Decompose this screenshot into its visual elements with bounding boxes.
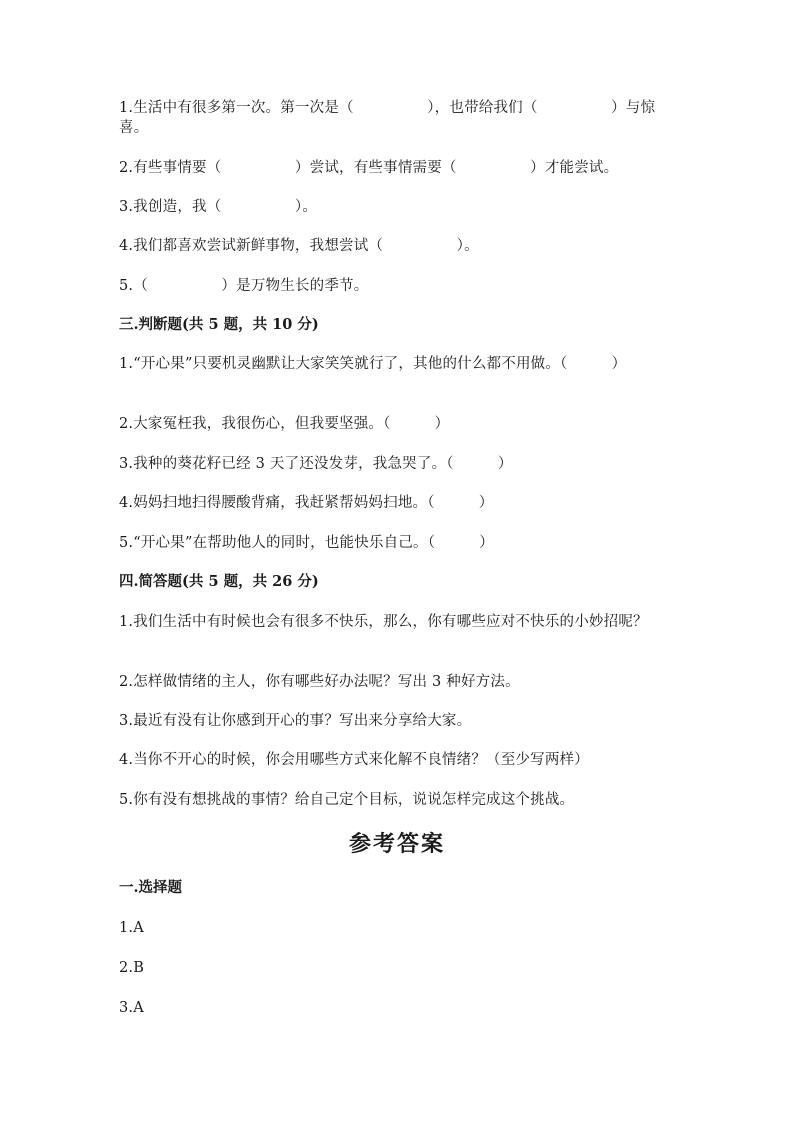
section-heading-short-answer: 四.简答题(共 5 题，共 26 分) [119, 573, 319, 590]
fill-blank-5: 5.（ ）是万物生长的季节。 [119, 278, 369, 294]
judgement-item-3: 3.我种的葵花籽已经 3 天了还没发芽，我急哭了。（ ） [119, 456, 513, 472]
answers-section-heading: 一.选择题 [119, 879, 183, 896]
short-answer-item-2: 2.怎样做情绪的主人，你有哪些好办法呢？写出 3 种好方法。 [119, 674, 520, 690]
short-answer-item-4: 4.当你不开心的时候，你会用哪些方式来化解不良情绪？（至少写两样） [119, 752, 589, 768]
fill-blank-3: 3.我创造，我（ ）。 [119, 199, 318, 215]
fill-blank-2: 2.有些事情要（ ）尝试，有些事情需要（ ）才能尝试。 [119, 160, 619, 176]
answer-item-3: 3.A [119, 1000, 144, 1016]
judgement-item-4: 4.妈妈扫地扫得腰酸背痛，我赶紧帮妈妈扫地。（ ） [119, 495, 494, 511]
judgement-item-2: 2.大家冤枉我，我很伤心，但我要坚强。（ ） [119, 416, 450, 432]
short-answer-item-3: 3.最近有没有让你感到开心的事？写出来分享给大家。 [119, 713, 472, 729]
section-heading-judgement: 三.判断题(共 5 题，共 10 分) [119, 316, 319, 333]
answer-item-2: 2.B [119, 960, 145, 976]
fill-blank-4: 4.我们都喜欢尝试新鲜事物，我想尝试（ ）。 [119, 238, 479, 254]
fill-blank-1: 1.生活中有很多第一次。第一次是（ ），也带给我们（ ）与惊喜。 [119, 100, 656, 136]
short-answer-item-5: 5.你有没有想挑战的事情？给自己定个目标，说说怎样完成这个挑战。 [119, 792, 575, 808]
judgement-item-1: 1.“开心果”只要机灵幽默让大家笑笑就行了，其他的什么都不用做。（ ） [119, 356, 627, 372]
answers-title: 参考答案 [348, 831, 445, 857]
answer-item-1: 1.A [119, 920, 144, 936]
judgement-item-5: 5.“开心果”在帮助他人的同时，也能快乐自己。（ ） [119, 535, 495, 551]
short-answer-item-1: 1.我们生活中有时候也会有很多不快乐，那么，你有哪些应对不快乐的小妙招呢？ [119, 614, 648, 630]
